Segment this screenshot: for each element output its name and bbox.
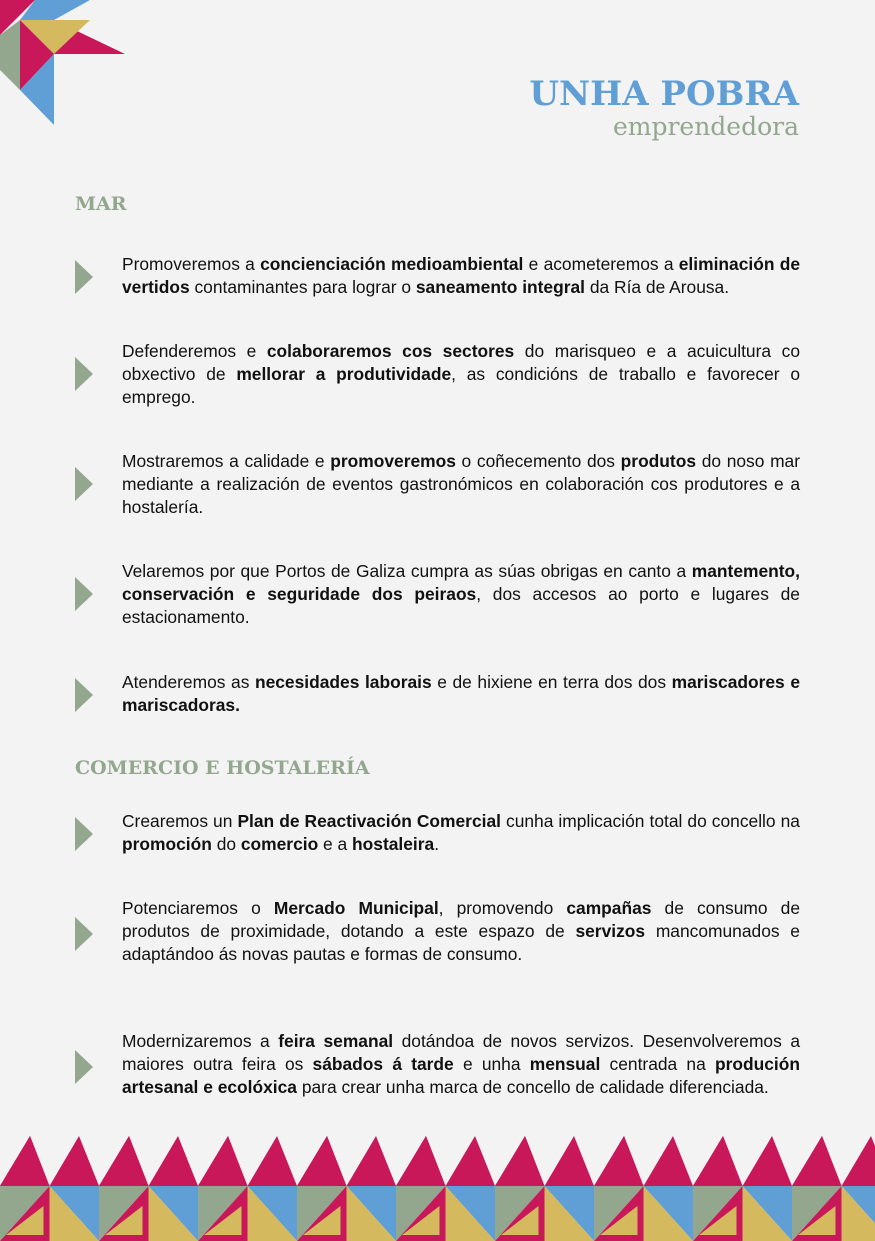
bold-text: mariscadores e mariscadoras. [122, 672, 800, 715]
list-item-text [122, 810, 800, 856]
text-run: Modernizaremos a [122, 1031, 279, 1051]
text-run: , as condicións de traballo e favorecer o emprego. [122, 364, 800, 407]
list-item-text [122, 253, 800, 299]
text-run: e unha [453, 1054, 530, 1074]
bullet-arrow-icon [75, 917, 93, 951]
text-run: Crearemos un [122, 811, 238, 831]
section-heading-mar: MAR [75, 193, 127, 215]
bold-text: colaboraremos cos sectores [266, 341, 515, 361]
list-item-text [122, 671, 800, 717]
bold-text: produtos [620, 451, 697, 471]
text-run: , dos accesos ao porto e lugares de estacionamento. [122, 584, 800, 627]
bold-text: comercio [240, 834, 319, 854]
list-item-text [122, 1030, 800, 1099]
bold-text: servizos [575, 921, 646, 941]
bold-text: mellorar a produtividade [236, 364, 452, 384]
bold-text: hostaleira [352, 834, 435, 854]
bullet-arrow-icon [75, 467, 93, 501]
bold-text: saneamento integral [415, 277, 586, 297]
text-run: , promovendo [438, 898, 567, 918]
list-item [75, 450, 800, 519]
bold-text: mantemento, conservación e seguridade dos peiraos [122, 561, 800, 604]
text-run: Potenciaremos o [122, 898, 274, 918]
text-run: e acometeremos a [523, 254, 679, 274]
text-run: do [211, 834, 241, 854]
bold-text: promoción [122, 834, 212, 854]
text-run: do marisqueo e a acuicultura co obxectivo de [122, 341, 801, 384]
text-run: Mostraremos a calidade e [122, 451, 331, 471]
list-item [75, 560, 800, 629]
text-run: contaminantes para lograr o [189, 277, 416, 297]
text-run: o coñecemento dos [455, 451, 621, 471]
text-run: centrada na [600, 1054, 715, 1074]
page-subtitle: emprendedora [612, 112, 799, 141]
bold-text: eliminación de vertidos [122, 254, 800, 297]
list-item [75, 897, 800, 966]
text-run: . [434, 834, 440, 854]
list-item-text [122, 560, 800, 629]
text-run: Atenderemos as [122, 672, 255, 692]
bold-text: promoveremos [330, 451, 456, 471]
corner-triangle-pattern [0, 0, 130, 130]
text-run: para crear unha marca de concello de calidade diferenciada. [296, 1077, 769, 1097]
list-item [75, 810, 800, 856]
bullet-arrow-icon [75, 1050, 93, 1084]
bold-text: sábados á tarde [312, 1054, 454, 1074]
text-run: Velaremos por que Portos de Galiza cumpra as súas obrigas en canto a [122, 561, 692, 581]
bold-text: feira semanal [278, 1031, 394, 1051]
bold-text: concienciación medioambiental [260, 254, 524, 274]
footer-triangle-pattern [0, 1136, 875, 1241]
bold-text: Mercado Municipal [273, 898, 439, 918]
bullet-arrow-icon [75, 577, 93, 611]
bold-text: Plan de Reactivación Comercial [237, 811, 501, 831]
text-run: Promoveremos a [122, 254, 261, 274]
list-item [75, 340, 800, 409]
list-item-text [122, 340, 800, 409]
page-title: UNHA POBRA [529, 74, 799, 114]
text-run: e de hixiene en terra dos dos [431, 672, 672, 692]
list-item-text [122, 450, 800, 519]
bullet-arrow-icon [75, 357, 93, 391]
text-run: da Ría de Arousa. [585, 277, 730, 297]
bold-text: produción artesanal e ecolóxica [122, 1054, 800, 1097]
text-run: de consumo de produtos de proximidade, dotando a este espazo de [122, 898, 800, 941]
bold-text: necesidades laborais [254, 672, 432, 692]
text-run: Defenderemos e [122, 341, 267, 361]
list-item-text [122, 897, 800, 966]
text-run: cunha implicación total do concello na [500, 811, 800, 831]
section-heading-comercio: COMERCIO E HOSTALERÍA [75, 757, 370, 779]
page-header [529, 74, 799, 142]
bullet-arrow-icon [75, 678, 93, 712]
list-item [75, 671, 800, 717]
bullet-arrow-icon [75, 260, 93, 294]
text-run: e a [318, 834, 353, 854]
text-run: mancomunados e adaptándoo ás novas pautas e formas de consumo. [122, 921, 800, 964]
text-run: dotándoa de novos servizos. Desenvolveremos a maiores outra feira os [122, 1031, 800, 1074]
bold-text: campañas [566, 898, 652, 918]
bold-text: mensual [529, 1054, 601, 1074]
bullet-arrow-icon [75, 817, 93, 851]
text-run: do noso mar mediante a realización de eventos gastronómicos en colaboración cos produtores e a hostalería. [122, 451, 801, 517]
list-item [75, 253, 800, 299]
list-item [75, 1030, 800, 1099]
